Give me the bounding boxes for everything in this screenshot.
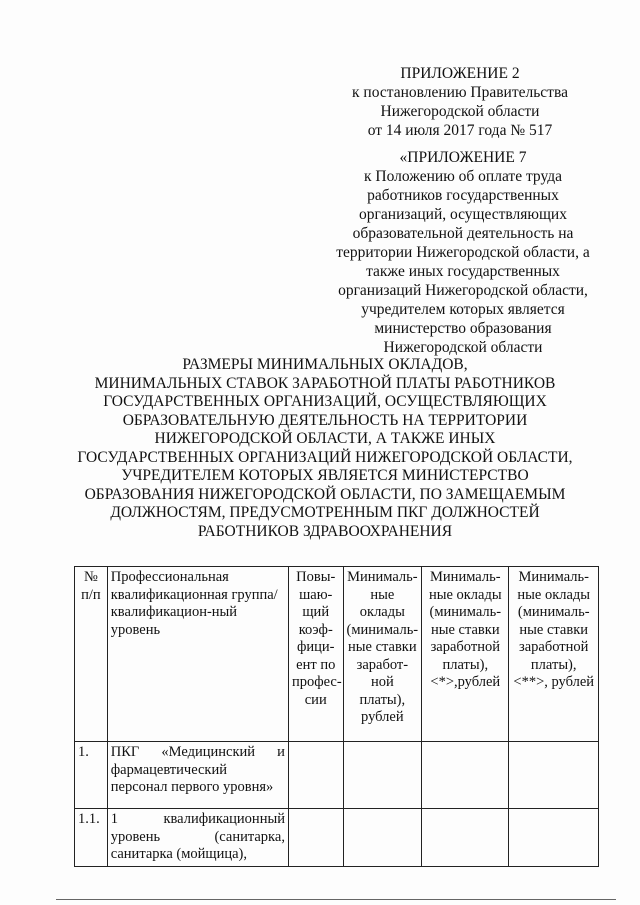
cell-min-salary-star	[422, 742, 509, 809]
cell-number: 1.1.	[75, 809, 108, 867]
table-row	[75, 742, 599, 809]
salary-table	[74, 566, 599, 867]
appendix-7-line: образовательной деятельность на	[352, 225, 574, 242]
cell-number: 1.	[75, 742, 108, 809]
appendix-2-line: к постановлению Правительства	[352, 84, 568, 101]
cell-coefficient	[288, 809, 343, 867]
appendix-7-line: министерство образования	[374, 320, 552, 337]
cell-min-salary	[343, 742, 422, 809]
appendix-7-line: организаций, осуществляющих	[359, 206, 567, 223]
title-line: РАЗМЕРЫ МИНИМАЛЬНЫХ ОКЛАДОВ,	[182, 356, 468, 373]
title-line: МИНИМАЛЬНЫХ СТАВОК ЗАРАБОТНОЙ ПЛАТЫ РАБОТНИКОВ	[94, 374, 556, 392]
header-min-salary-double-star: Минималь-ные оклады (минималь-ные ставки заработной платы), <**>, рублей	[509, 567, 599, 742]
page-bottom-rule	[56, 899, 616, 900]
title-line: УЧРЕДИТЕЛЕМ КОТОРЫХ ЯВЛЯЕТСЯ МИНИСТЕРСТВО	[121, 467, 529, 484]
cell-min-salary	[343, 809, 422, 867]
appendix-7-header	[318, 148, 608, 357]
appendix-7-line: учредителем которых является	[361, 301, 565, 318]
appendix-2-line: ПРИЛОЖЕНИЕ 2	[400, 65, 520, 82]
cell-group: ПКГ «Медицинский и фармацевтический персонал первого уровня»	[107, 742, 288, 809]
header-coefficient: Повы-шаю-щий коэф-фици-ент по профес-сии	[288, 567, 343, 742]
title-line: РАБОТНИКОВ ЗДРАВООХРАНЕНИЯ	[197, 522, 453, 540]
cell-coefficient	[288, 742, 343, 809]
appendix-7-line: Нижегородской области	[383, 339, 543, 356]
title-line: ДОЛЖНОСТЯМ, ПРЕДУСМОТРЕННЫМ ПКГ ДОЛЖНОСТЕЙ	[110, 504, 540, 521]
header-min-salary-star: Минималь-ные оклады (минималь-ные ставки заработной платы), <*>,рублей	[422, 567, 509, 742]
cell-min-salary-double-star	[509, 742, 599, 809]
cell-min-salary-double-star	[509, 809, 599, 867]
title-line: ГОСУДАРСТВЕННЫХ ОРГАНИЗАЦИЙ НИЖЕГОРОДСКОЙ ОБЛАСТИ,	[77, 448, 573, 466]
title-line: ГОСУДАРСТВЕННЫХ ОРГАНИЗАЦИЙ, ОСУЩЕСТВЛЯЮЩИХ	[103, 393, 547, 410]
appendix-7-line: работников государственных	[367, 187, 559, 204]
table-header-row	[75, 567, 599, 742]
appendix-7-line: также иных государственных	[366, 263, 560, 280]
cell-group: 1 квалификационный уровень (санитарка, санитарка (мойщица),	[107, 809, 288, 867]
appendix-7-line: «ПРИЛОЖЕНИЕ 7	[399, 149, 527, 166]
title-line: ОБРАЗОВАНИЯ НИЖЕГОРОДСКОЙ ОБЛАСТИ, ПО ЗАМЕЩАЕМЫМ	[84, 485, 566, 503]
appendix-7-line: к Положению об оплате труда	[363, 168, 563, 185]
document-title	[40, 356, 610, 541]
appendix-2-line: Нижегородской области	[380, 103, 540, 120]
cell-min-salary-star	[422, 809, 509, 867]
appendix-7-line: организаций Нижегородской области,	[338, 282, 588, 299]
header-number: № п/п	[75, 567, 108, 742]
appendix-2-line: от 14 июля 2017 года № 517	[367, 122, 553, 139]
table-row	[75, 809, 599, 867]
header-min-salary: Минималь-ные оклады (минималь-ные ставки заработ-ной платы), рублей	[343, 567, 422, 742]
appendix-7-line: территории Нижегородской области, а	[336, 244, 590, 261]
header-group: Профессиональная квалификационная группа/квалификацион-ный уровень	[107, 567, 288, 742]
title-line: ОБРАЗОВАТЕЛЬНУЮ ДЕЯТЕЛЬНОСТЬ НА ТЕРРИТОРИИ	[122, 411, 528, 429]
appendix-2-header	[340, 64, 580, 140]
title-line: НИЖЕГОРОДСКОЙ ОБЛАСТИ, А ТАКЖЕ ИНЫХ	[154, 430, 496, 447]
